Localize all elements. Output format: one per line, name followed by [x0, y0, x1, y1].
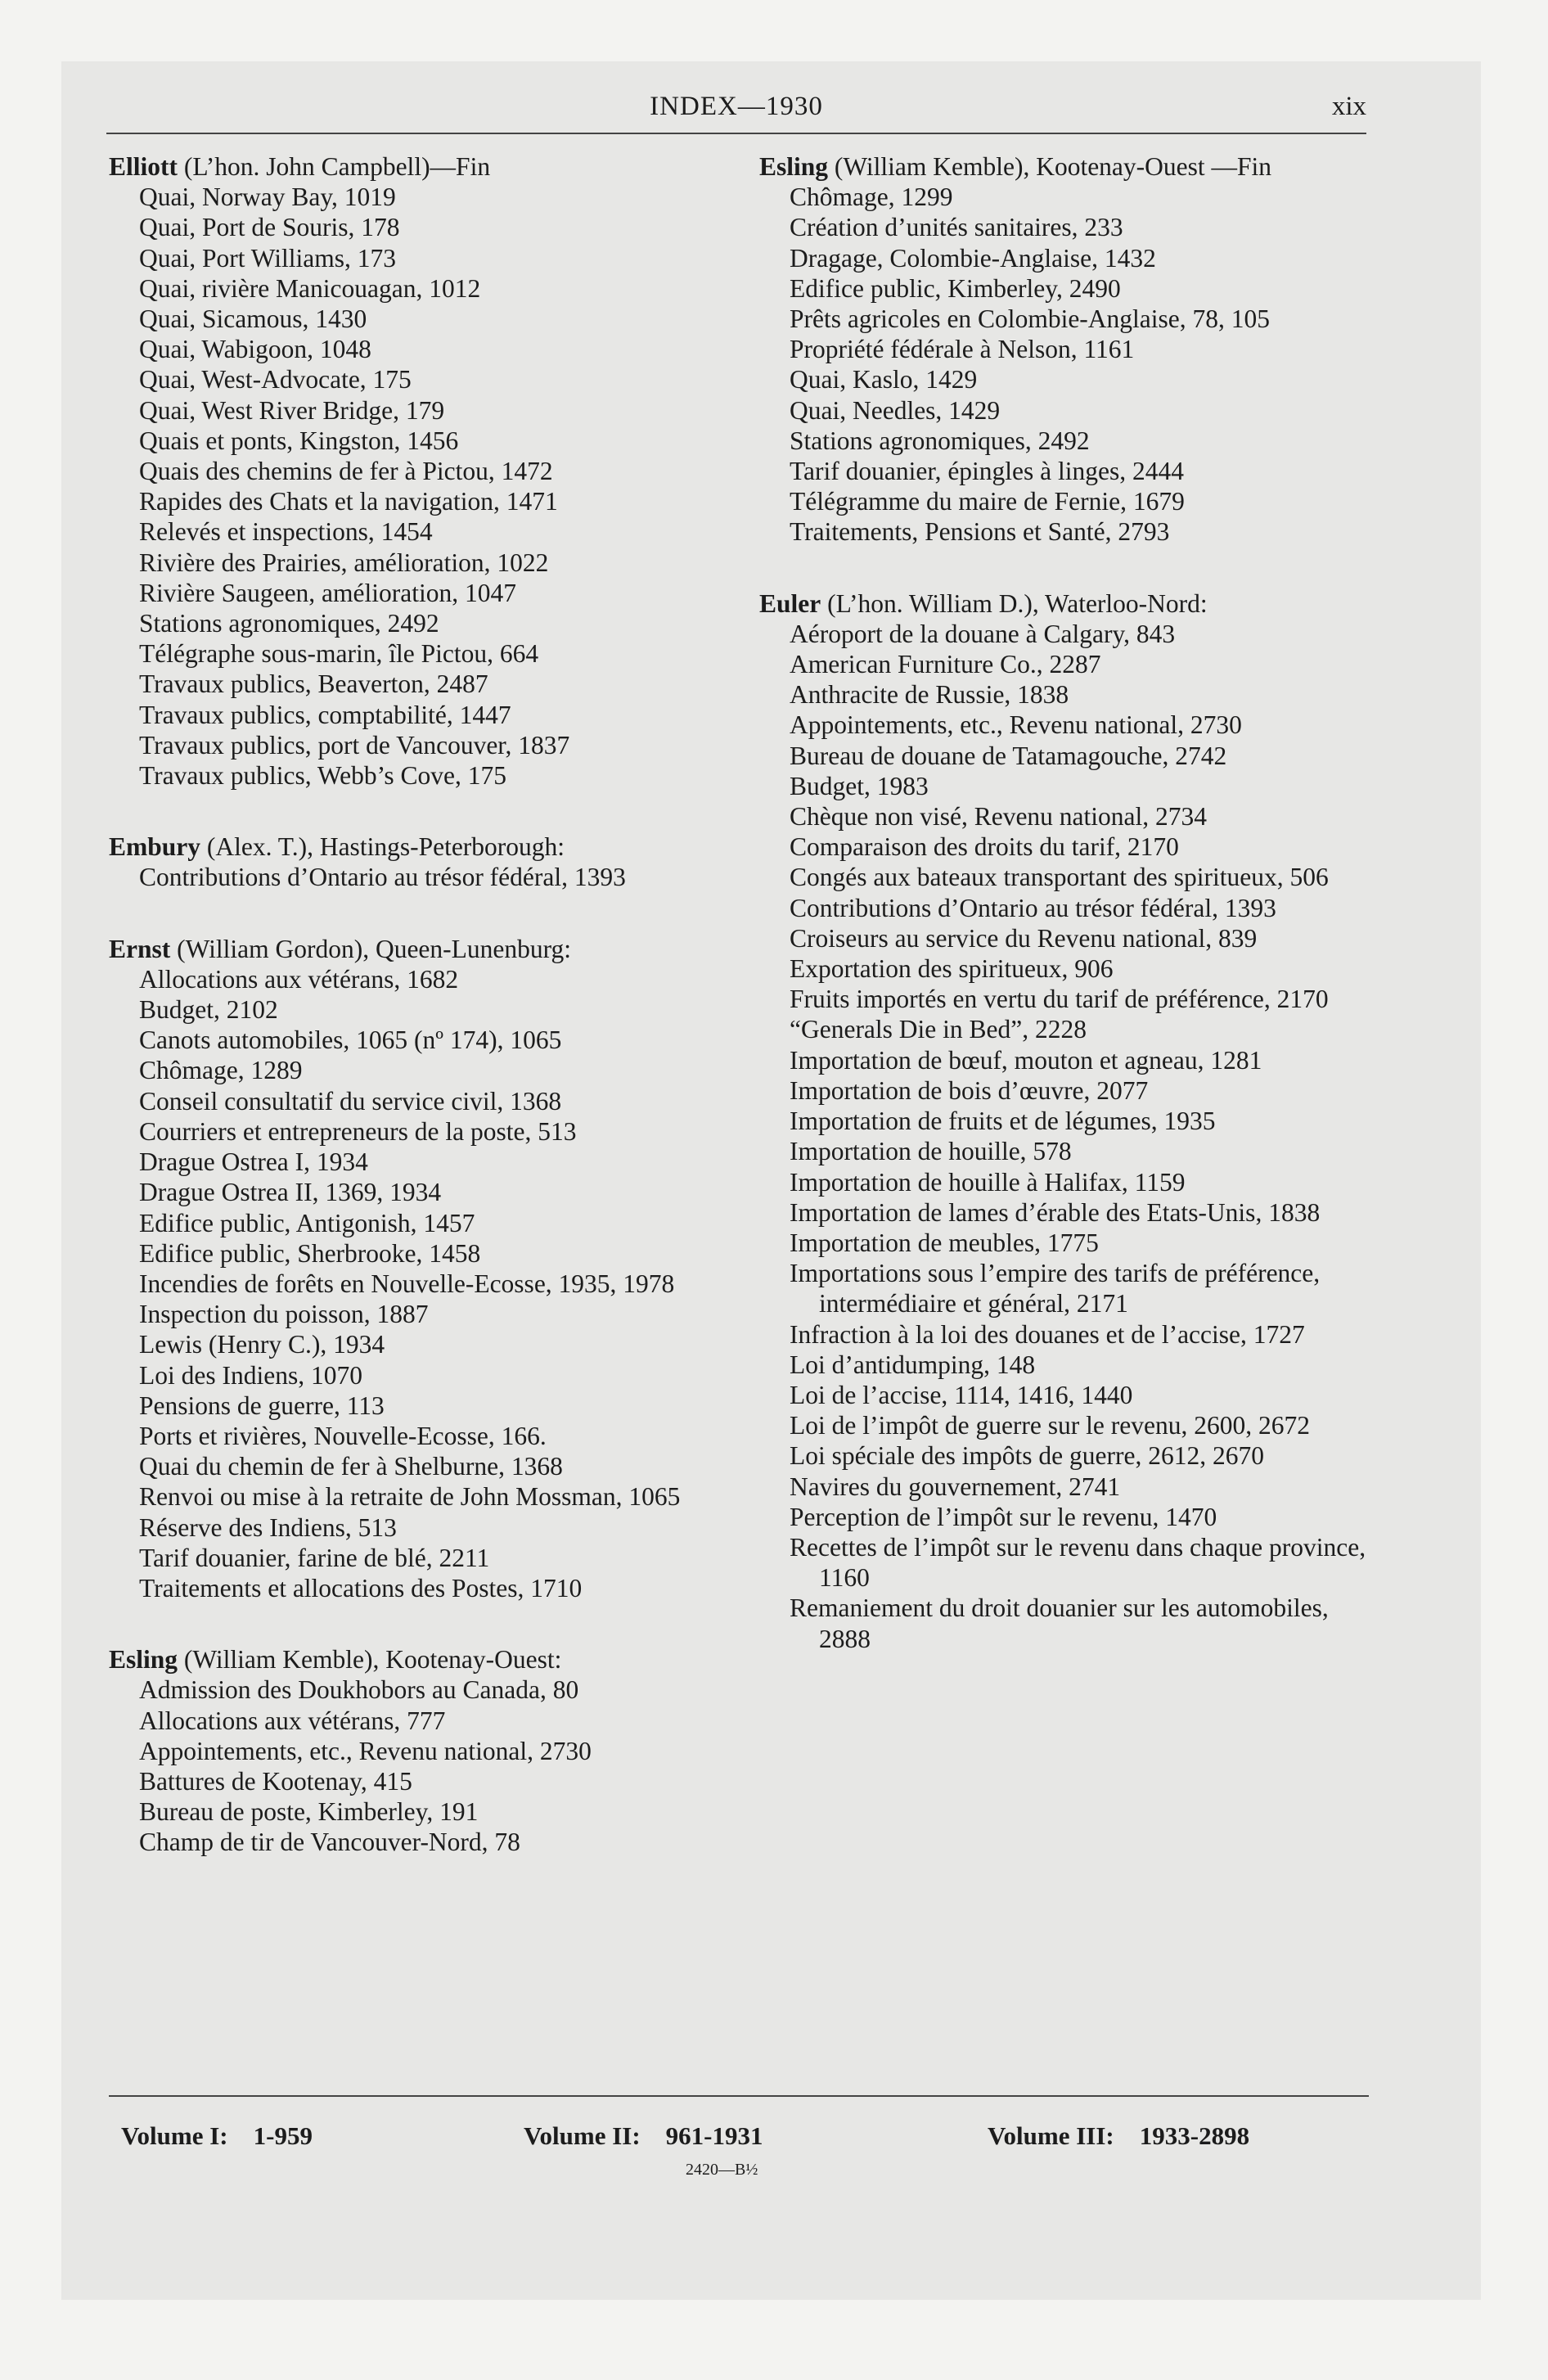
index-entry: Quai, West-Advocate, 175 [139, 365, 412, 394]
member-heading [109, 1644, 739, 1675]
index-entry: Bureau de poste, Kimberley, 191 [139, 1797, 479, 1827]
index-entry: Champ de tir de Vancouver-Nord, 78 [139, 1828, 520, 1857]
index-entry: Quai du chemin de fer à Shelburne, 1368 [139, 1452, 563, 1481]
index-entry: Allocations aux vétérans, 777 [139, 1706, 446, 1735]
member-name: Ernst [109, 934, 171, 963]
index-entry: Importation de bois d’œuvre, 2077 [790, 1075, 1149, 1105]
index-entry: Travaux publics, Beaverton, 2487 [139, 669, 488, 699]
member-riding: (Alex. T.), Hastings-Peterborough: [200, 832, 565, 862]
index-entry: Edifice public, Antigonish, 1457 [139, 1208, 475, 1237]
index-entry: Ports et rivières, Nouvelle-Ecosse, 166. [139, 1421, 547, 1450]
index-entry: Allocations aux vétérans, 1682 [139, 964, 459, 994]
index-entry: Navires du gouvernement, 2741 [790, 1472, 1121, 1501]
index-entry: Drague Ostrea I, 1934 [139, 1147, 368, 1177]
index-entry: Quai, Kaslo, 1429 [790, 365, 978, 394]
page-header [106, 92, 1366, 133]
index-entry: Budget, 2102 [139, 995, 278, 1025]
index-entry: Quai, Norway Bay, 1019 [139, 183, 396, 212]
volume-3-range: Volume III: 1933-2898 [988, 2121, 1250, 2150]
index-entry: Importation de lames d’érable des Etats-Unis, 1838 [790, 1197, 1321, 1227]
index-entry: Importations sous l’empire des tarifs de préférence, intermédiaire et général, 2171 [790, 1259, 1321, 1318]
member-heading [109, 151, 739, 182]
index-entry: Edifice public, Kimberley, 2490 [790, 273, 1121, 303]
member-heading [109, 934, 739, 964]
index-entry: Bureau de douane de Tatamagouche, 2742 [790, 741, 1227, 770]
index-entry: Importation de houille, 578 [790, 1137, 1072, 1166]
index-entry: Recettes de l’impôt sur le revenu dans chaque province, 1160 [790, 1532, 1366, 1593]
index-entry: Anthracite de Russie, 1838 [790, 680, 1069, 710]
index-entry: Loi de l’accise, 1114, 1416, 1440 [790, 1380, 1133, 1409]
index-entry: Appointements, etc., Revenu national, 2730 [139, 1736, 592, 1765]
index-entry: Pensions de guerre, 113 [139, 1391, 385, 1420]
index-entry: Quais des chemins de fer à Pictou, 1472 [139, 457, 553, 486]
index-entry: Chômage, 1299 [790, 183, 953, 212]
index-entry: Conseil consultatif du service civil, 1368 [139, 1086, 562, 1116]
index-entry: Lewis (Henry C.), 1934 [139, 1330, 385, 1359]
index-entry: Chômage, 1289 [139, 1056, 303, 1085]
index-entry: Exportation des spiritueux, 906 [790, 954, 1114, 984]
index-entry: Aéroport de la douane à Calgary, 843 [790, 619, 1176, 648]
index-entry: Perception de l’impôt sur le revenu, 1470 [790, 1502, 1217, 1531]
volume-1-range: Volume I: 1-959 [121, 2121, 313, 2150]
page-title: INDEX—1930 [650, 92, 823, 121]
index-entry: Croiseurs au service du Revenu national, 839 [790, 923, 1258, 953]
index-entry: Travaux publics, Webb’s Cove, 175 [139, 761, 506, 791]
index-entry: Loi de l’impôt de guerre sur le revenu, 2600, 2672 [790, 1411, 1310, 1440]
member-name: Euler [759, 588, 821, 618]
index-entry: Télégramme du maire de Fernie, 1679 [790, 487, 1185, 516]
index-entry: Quai, Port de Souris, 178 [139, 213, 400, 242]
index-entry: Rivière des Prairies, amélioration, 1022 [139, 548, 549, 577]
index-entry: Admission des Doukhobors au Canada, 80 [139, 1675, 579, 1705]
member-name: Esling [759, 152, 829, 181]
entry-gap [759, 548, 1375, 588]
page-number: xix [1331, 92, 1366, 121]
index-entry: Remaniement du droit douanier sur les automobiles, 2888 [790, 1593, 1329, 1653]
index-entry: “Generals Die in Bed”, 2228 [790, 1015, 1087, 1044]
index-entry: Courriers et entrepreneurs de la poste, 513 [139, 1116, 577, 1146]
index-entry: Battures de Kootenay, 415 [139, 1766, 412, 1796]
index-entry: Edifice public, Sherbrooke, 1458 [139, 1238, 481, 1268]
index-entry: Chèque non visé, Revenu national, 2734 [790, 802, 1208, 832]
entry-gap [109, 893, 739, 934]
index-entry: Relevés et inspections, 1454 [139, 517, 433, 547]
index-entry: Quai, rivière Manicouagan, 1012 [139, 273, 481, 303]
index-entry: Rivière Saugeen, amélioration, 1047 [139, 578, 516, 607]
index-entry: Loi d’antidumping, 148 [790, 1350, 1036, 1379]
index-column-right [759, 151, 1375, 1654]
index-entry: Importation de meubles, 1775 [790, 1228, 1099, 1257]
index-entry: Canots automobiles, 1065 (nº 174), 1065 [139, 1025, 562, 1055]
index-entry: Rapides des Chats et la navigation, 1471 [139, 487, 558, 516]
index-entry: Quai, Sicamous, 1430 [139, 304, 367, 334]
volume-2-range: Volume II: 961-1931 [524, 2121, 763, 2150]
index-entry: Travaux publics, port de Vancouver, 1837 [139, 730, 570, 760]
index-entry: Renvoi ou mise à la retraite de John Mossman, 1065 [139, 1482, 681, 1512]
index-entry: Stations agronomiques, 2492 [790, 426, 1090, 455]
index-entry: Incendies de forêts en Nouvelle-Ecosse, 1935, 1978 [139, 1269, 675, 1298]
index-entry: Propriété fédérale à Nelson, 1161 [790, 335, 1135, 364]
index-entry: Congés aux bateaux transportant des spiritueux, 506 [790, 863, 1329, 892]
index-entry: Traitements, Pensions et Santé, 2793 [790, 517, 1170, 547]
index-entry: Importation de fruits et de légumes, 1935 [790, 1107, 1216, 1136]
entry-gap [109, 1603, 739, 1644]
index-entry: Quai, Needles, 1429 [790, 395, 1001, 425]
index-entry: Importation de bœuf, mouton et agneau, 1281 [790, 1045, 1262, 1075]
index-entry: Loi spéciale des impôts de guerre, 2612, 2670 [790, 1441, 1264, 1471]
member-name: Elliott [109, 152, 178, 181]
member-heading [759, 151, 1375, 182]
index-entry: Quais et ponts, Kingston, 1456 [139, 426, 459, 455]
printer-code: 2420—B½ [686, 2161, 758, 2179]
index-entry: Réserve des Indiens, 513 [139, 1512, 397, 1542]
member-riding: (L’hon. William D.), Waterloo-Nord: [821, 588, 1208, 618]
index-entry: Contributions d’Ontario au trésor fédéral, 1393 [790, 893, 1276, 922]
index-entry: Tarif douanier, farine de blé, 2211 [139, 1543, 490, 1572]
index-entry: Appointements, etc., Revenu national, 2730 [790, 710, 1242, 740]
member-heading [759, 588, 1375, 619]
index-entry: Quai, Port Williams, 173 [139, 243, 397, 273]
index-entry: Traitements et allocations des Postes, 1710 [139, 1573, 583, 1602]
entry-gap [109, 791, 739, 832]
member-heading [109, 832, 739, 862]
index-entry: Travaux publics, comptabilité, 1447 [139, 700, 511, 729]
index-column-left [109, 151, 739, 1858]
index-entry: Prêts agricoles en Colombie-Anglaise, 78, 105 [790, 304, 1271, 334]
index-entry: Loi des Indiens, 1070 [139, 1360, 362, 1390]
index-entry: Importation de houille à Halifax, 1159 [790, 1167, 1186, 1197]
index-entry: American Furniture Co., 2287 [790, 650, 1101, 679]
index-entry: Fruits importés en vertu du tarif de préférence, 2170 [790, 985, 1329, 1014]
index-entry: Contributions d’Ontario au trésor fédéral, 1393 [139, 863, 626, 892]
index-entry: Inspection du poisson, 1887 [139, 1300, 429, 1329]
member-riding: (L’hon. John Campbell)—Fin [178, 152, 491, 181]
index-entry: Télégraphe sous-marin, île Pictou, 664 [139, 639, 539, 669]
member-name: Esling [109, 1645, 178, 1675]
index-entry: Quai, Wabigoon, 1048 [139, 335, 371, 364]
index-entry: Comparaison des droits du tarif, 2170 [790, 832, 1179, 862]
index-entry: Drague Ostrea II, 1369, 1934 [139, 1178, 442, 1207]
member-riding: (William Kemble), Kootenay-Ouest: [178, 1645, 562, 1675]
member-name: Embury [109, 832, 201, 862]
index-entry: Quai, West River Bridge, 179 [139, 395, 445, 425]
index-entry: Tarif douanier, épingles à linges, 2444 [790, 457, 1185, 486]
header-rule [106, 133, 1366, 134]
member-riding: (William Gordon), Queen-Lunenburg: [170, 934, 572, 963]
index-entry: Dragage, Colombie-Anglaise, 1432 [790, 243, 1156, 273]
member-riding: (William Kemble), Kootenay-Ouest —Fin [828, 152, 1272, 181]
index-entry: Stations agronomiques, 2492 [139, 609, 439, 638]
index-entry: Infraction à la loi des douanes et de l’accise, 1727 [790, 1319, 1305, 1349]
index-entry: Création d’unités sanitaires, 233 [790, 213, 1123, 242]
index-entry: Budget, 1983 [790, 771, 929, 800]
footer-rule [109, 2095, 1369, 2097]
